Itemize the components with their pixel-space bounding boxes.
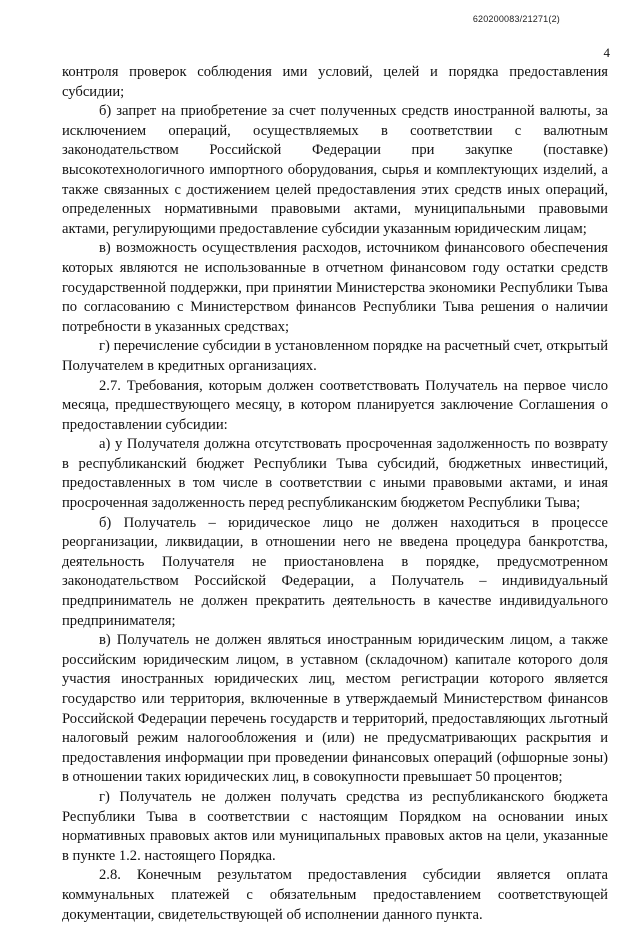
document-body: [62, 63, 608, 925]
paragraph-item-v-foreign: в) Получатель не должен являться иностранным юридическим лицом, а также российским юридическим лицом, в уставном (складочном) капитале которого доля участия иностранных юридических лиц, местом регистрации которого является государство или территория, включенные в утверждаемый Министерством финансов Российской Федерации перечень государств и территорий, предоставляющих льготный налоговый режим налогообложения и (или) не предусматривающих раскрытия и предоставления информации при проведении финансовых операций (офшорные зоны) в отношении таких юридических лиц, в совокупности превышает 50 процентов;: [62, 632, 608, 786]
paragraph-item-b-currency: б) запрет на приобретение за счет полученных средств иностранной валюты, за исключением операций, осуществляемых в соответствии с валютным законодательством Российской Федерации при закупке (поставке) высокотехнологичного импортного оборудования, сырья и комплектующих изделий, а также связанных с достижением целей предоставления этих средств иных операций, определенных нормативными правовыми актами, муниципальными правовыми актами, регулирующими предоставление субсидии указанным юридическим лицам;: [62, 103, 608, 237]
paragraph-continuation: контроля проверок соблюдения ими условий, целей и порядка предоставления субсидии;: [62, 64, 608, 100]
paragraph-item-b-reorganization: б) Получатель – юридическое лицо не должен находиться в процессе реорганизации, ликвидации, в отношении него не введена процедура банкротства, деятельность Получателя не приостановлена в порядке, предусмотренном законодательством Российской Федерации, а Получатель – индивидуальный предприниматель не должен прекратить деятельность в качестве индивидуального предпринимателя;: [62, 514, 608, 629]
document-id: 620200083/21271(2): [472, 14, 560, 24]
paragraph-item-a-debt: а) у Получателя должна отсутствовать просроченная задолженность по возврату в республиканский бюджет Республики Тыва субсидий, бюджетных инвестиций, предоставленных в том числе в соответствии с иными правовыми актами, и иная просроченная задолженность перед республиканским бюджетом Республики Тыва;: [62, 436, 608, 512]
paragraph-item-g-transfer: г) перечисление субсидии в установленном порядке на расчетный счет, открытый Получателем в кредитных организациях.: [62, 338, 608, 374]
paragraph-item-v-expenses: в) возможность осуществления расходов, источником финансового обеспечения которых являются не использованные в отчетном финансовом году остатки средств государственной поддержки, при принятии Министерства экономики Республики Тыва по согласованию с Министерством финансов Республики Тыва решения о наличии потребности в указанных средствах;: [62, 240, 608, 335]
paragraph-section-2-7: 2.7. Требования, которым должен соответствовать Получатель на первое число месяца, предшествующего месяцу, в котором планируется заключение Соглашения о предоставлении субсидии:: [62, 377, 608, 433]
paragraph-item-g-funds: г) Получатель не должен получать средства из республиканского бюджета Республики Тыва в соответствии с настоящим Порядком на основании иных нормативных правовых актов или муниципальных правовых актов на цели, указанные в пункте 1.2. настоящего Порядка.: [62, 788, 608, 864]
page-number: 4: [603, 45, 610, 60]
paragraph-section-2-8: 2.8. Конечным результатом предоставления субсидии является оплата коммунальных платежей с обязательным предоставлением соответствующей документации, свидетельствующей об исполнении данного пункта.: [62, 867, 608, 923]
